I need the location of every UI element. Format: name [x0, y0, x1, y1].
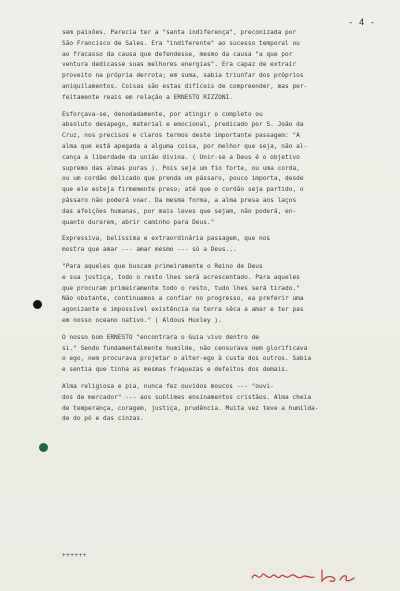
- text-line: ventura dedicasse suas melhores energias". Era capaz de extrair: [62, 61, 297, 69]
- text-line: supremo das almas puras ). Pois seja um fio forte, ou uma corda,: [62, 164, 300, 172]
- text-line: Cruz, nos precisos e claros termos deste importante passagem: "A: [62, 132, 300, 140]
- text-line: ao fracasso da causa que defendesse, mesmo da causa "a que por: [62, 50, 293, 58]
- bottom-marks: ++++++: [62, 552, 87, 559]
- signature: [250, 566, 360, 586]
- text-line: "Para aqueles que buscam primeiramente o Reino de Deus: [62, 262, 263, 270]
- text-line: si." Sendo fundamentalmente humilde, não censurava nem glorificava: [62, 344, 308, 352]
- text-line: O nosso bom ERNESTO "encontrara o Guia vivo dentro de: [62, 333, 259, 341]
- text-line: aniquilamentos. Coisas são estas difíceis de compreender, mas per-: [62, 82, 308, 90]
- text-line: Esforçava-se, denodadamente, por atingir o completo ou: [62, 110, 263, 118]
- text-line: em nosso oceano nativo." ( Aldous Huxley ).: [62, 316, 222, 324]
- text-line: mostra que amar --- amar mesmo --- só a Deus...: [62, 246, 237, 254]
- text-line: Expressiva, belíssima e extraordinária passagem, que nos: [62, 235, 271, 243]
- text-line: que procuram primeiramente todo o resto, tudo lhes será tirado.": [62, 284, 300, 292]
- text-line: e sentia que tinha as mesmas fraquezas e defeitos dos demais.: [62, 366, 289, 374]
- text-line: o ego, nem procurava projetar o alter-ego à custa dos outros. Sabia: [62, 355, 312, 363]
- text-line: absoluto desapego, material e emocional, predicado por S. João da: [62, 121, 304, 129]
- punch-hole-dark: [33, 300, 42, 309]
- text-line: que ele esteja firmemente preso; até que o cordão seja partido, o: [62, 186, 304, 194]
- punch-hole-green: [39, 443, 48, 452]
- text-line: São Francisco de Sales. Era "indiferente" ao sucesso temporal ou: [62, 39, 300, 47]
- text-line: sem paixões. Parecia ter a "santa indiferença", preconizada por: [62, 29, 297, 36]
- text-line: agonizante e impossível existência na terra sêca a amar e ter pas: [62, 306, 304, 314]
- text-line: pássaro não poderá voar. Da mesma forma, a alma presa aos laços: [62, 196, 297, 204]
- text-line: alma que está apegada a alguma coisa, por melhor que seja, não al-: [62, 142, 308, 150]
- text-line: de do pó e das cinzas.: [62, 415, 144, 423]
- text-line: e sua justiça, todo o resto lhes será acrescentado. Para aqueles: [62, 273, 300, 281]
- text-line: Não obstante, continuamos a confiar no progresso, ea preferir uma: [62, 295, 304, 303]
- text-line: feitamente reais em relação a ERNESTO RIZZONI.: [62, 93, 233, 101]
- text-line: Alma religiosa e pia, nunca fez ouvidos moucos --- "ouvi-: [62, 382, 274, 390]
- body-text: [62, 28, 380, 425]
- text-line: quanto durarem, abrir caminho para Deus.": [62, 218, 215, 226]
- text-line: ou um cordão delicado que prenda um pássaro, pouco importa, desde: [62, 175, 304, 183]
- text-line: proveito na própria derrota; em suma, sabia triunfar dos próprios: [62, 72, 304, 80]
- page-number: - 4 -: [348, 18, 376, 28]
- text-line: das afeições humanas, por mais leves que sejam, não poderá, en-: [62, 207, 297, 215]
- text-line: dos de mercador" --- aos sublimes ensinamentos cristãos. Alma cheia: [62, 393, 312, 401]
- text-line: de temperança, coragem, justiça, prudência. Muita vez teve a humilda-: [62, 404, 319, 412]
- text-line: cança a liberdade da união divina. ( Unir-se a Deus é o objetivo: [62, 153, 300, 161]
